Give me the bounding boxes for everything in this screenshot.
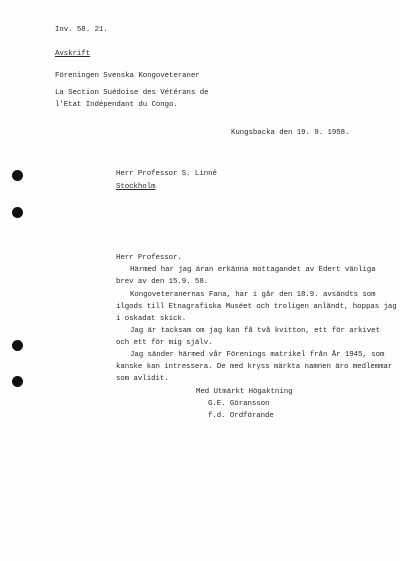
recipient-name: Herr Professor S. Linné [116, 170, 217, 178]
punch-hole [12, 340, 23, 351]
body-line: Jag sänder härmed vår Förenings matrikel från År 1945, som [130, 351, 385, 359]
salutation: Herr Professor. [116, 254, 182, 262]
sender-line: La Section Suédoise des Vétérans de [55, 89, 209, 97]
signatory-name: G.E. Göransson [208, 400, 270, 408]
place-date: Kungsbacka den 19. 9. 1958. [231, 129, 350, 137]
copy-label: Avskrift [55, 50, 91, 58]
closing-regards: Med Utmärkt Högaktning [196, 388, 293, 396]
sender-line: l'Etat Indépendant du Congo. [55, 101, 178, 109]
punch-hole [12, 207, 23, 218]
body-line: Jag är tacksam om jag kan få två kvitton, ett för arkivet [130, 327, 380, 335]
signatory-title: f.d. Ordförande [208, 412, 274, 420]
body-line: brev av den 15.9. 58. [116, 278, 209, 286]
sender-line: Föreningen Svenska Kongoveteraner [55, 72, 200, 80]
punch-hole [12, 376, 23, 387]
body-line: ilgods till Etnagrafiska Muséet och troligen anländt, hoppas jag [116, 303, 397, 311]
body-line: som avlidit. [116, 375, 169, 383]
body-line: i oskadat skick. [116, 315, 187, 323]
body-line: och ett för mig själv. [116, 339, 213, 347]
body-line: Kongoveteranernas Fana, har i går den 18.9. avsändts som [130, 291, 376, 299]
body-line: kanske kan intressera. De med kryss märkta namnen äro medlemmar [116, 363, 393, 371]
recipient-city: Stockholm [116, 183, 156, 191]
inventory-number: Inv. 58. 21. [55, 26, 108, 34]
body-line: Härmed har jag äran erkänna mottagandet av Edert vänliga [130, 266, 376, 274]
punch-hole [12, 170, 23, 181]
